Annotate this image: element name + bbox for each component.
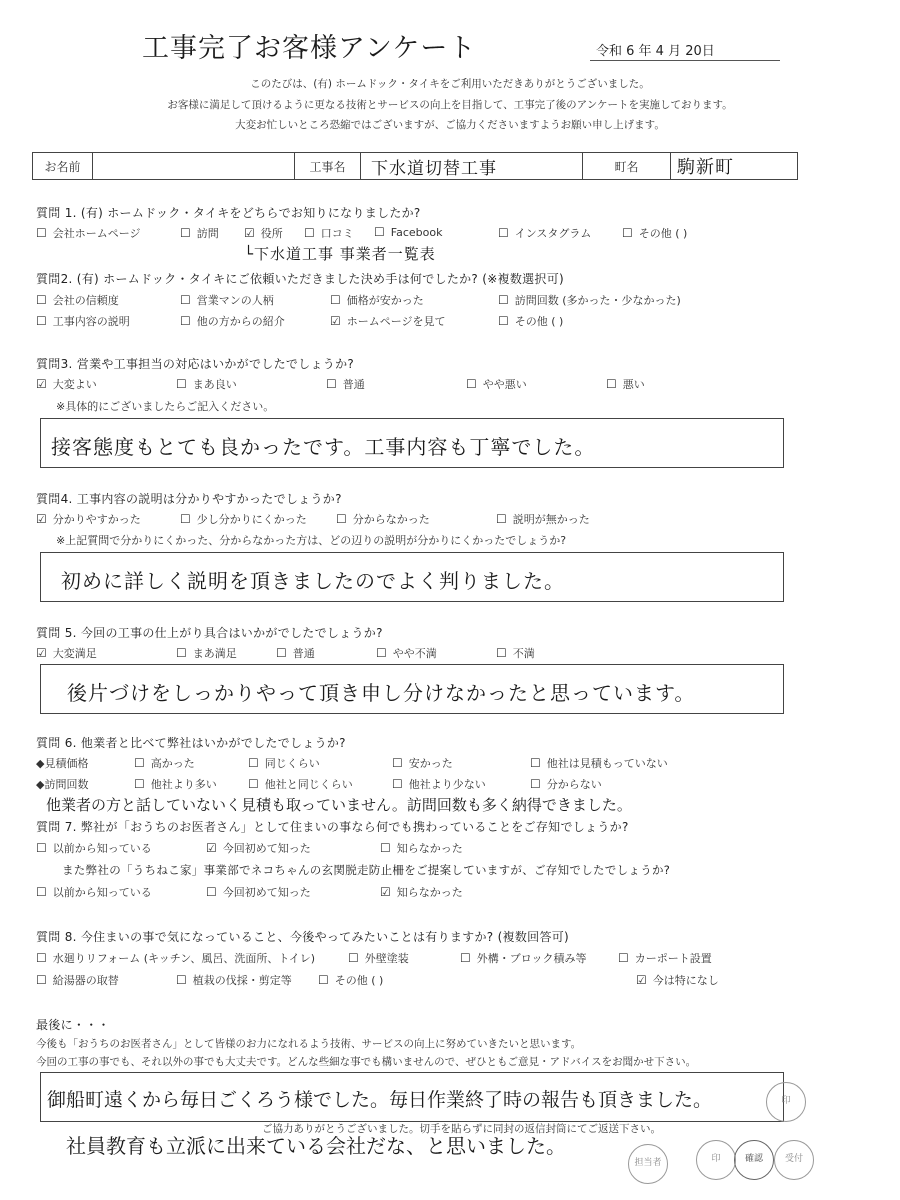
- name-field[interactable]: [93, 153, 295, 179]
- q1-option-visit[interactable]: ☐ 訪問: [180, 225, 219, 241]
- q8-option-plants[interactable]: ☐ 植栽の伐採・剪定等: [176, 972, 292, 988]
- q7b-option-did-not-know[interactable]: ☑ 知らなかった: [380, 884, 463, 900]
- q6-visits-option-more[interactable]: ☐ 他社より多い: [134, 776, 217, 792]
- q6-visits-option-same[interactable]: ☐ 他社と同じくらい: [248, 776, 353, 792]
- q5-option-normal[interactable]: ☐ 普通: [276, 645, 315, 661]
- q7-title: 質問 7. 弊社が「おうちのお医者さん」として住まいの事なら何でも携わっていることをご存知でしょうか?: [36, 820, 629, 834]
- q8-title: 質問 8. 今住まいの事で気になっていること、今後やってみたいことは有りますか? (複数回答可): [36, 930, 570, 944]
- q6-price-option-lower[interactable]: ☐ 安かった: [392, 755, 453, 771]
- q2-option-visits[interactable]: ☐ 訪問回数 (多かった・少なかった): [498, 292, 681, 308]
- q3-option-very-good[interactable]: ☑ 大変よい: [36, 376, 97, 392]
- name-label: お名前: [33, 153, 93, 179]
- q5-option-very-satisfied[interactable]: ☑ 大変満足: [36, 645, 97, 661]
- q2-option-website[interactable]: ☑ ホームページを見て: [330, 313, 446, 329]
- q8-option-nothing[interactable]: ☑ 今は特になし: [636, 972, 719, 988]
- stamp-2: 担当者: [628, 1144, 668, 1184]
- q2-option-salesperson[interactable]: ☐ 営業マンの人柄: [180, 292, 274, 308]
- q3-sub-prompt: ※具体的にございましたらご記入ください。: [56, 400, 275, 413]
- q7-option-did-not-know[interactable]: ☐ 知らなかった: [380, 840, 463, 856]
- stamp-1: 印: [766, 1082, 806, 1122]
- q6-price-option-none[interactable]: ☐ 他社は見積もっていない: [530, 755, 668, 771]
- date-underline: [590, 60, 780, 61]
- q8-option-carport[interactable]: ☐ カーポート設置: [618, 950, 712, 966]
- final-text-1: 今後も「おうちのお医者さん」として皆様のお力になれるよう技術、サービスの向上に努めていきたいと思います。: [36, 1038, 582, 1050]
- q4-option-a-bit-unclear[interactable]: ☐ 少し分かりにくかった: [180, 511, 307, 527]
- stamp-4: 確認: [734, 1140, 774, 1180]
- q1-option-facebook[interactable]: ☐ Facebook: [374, 225, 442, 239]
- q2-option-trust[interactable]: ☐ 会社の信頼度: [36, 292, 119, 308]
- date-field: [596, 40, 715, 59]
- q2-option-explanation[interactable]: ☐ 工事内容の説明: [36, 313, 130, 329]
- q4-answer: 初めに詳しく説明を頂きましたのでよく判りました。: [61, 569, 565, 593]
- work-label: 工事名: [295, 153, 361, 179]
- q7-option-knew[interactable]: ☐ 以前から知っている: [36, 840, 152, 856]
- final-title: 最後に・・・: [36, 1018, 110, 1032]
- q4-option-clear[interactable]: ☑ 分かりやすかった: [36, 511, 141, 527]
- final-printed-thanks: ご協力ありがとうございました。切手を貼らずに同封の返信封筒にてご返送下さい。: [262, 1123, 661, 1135]
- q5-title: 質問 5. 今回の工事の仕上がり具合はいかがでしたでしょうか?: [36, 626, 383, 640]
- q4-option-unclear[interactable]: ☐ 分からなかった: [336, 511, 430, 527]
- q3-option-bad[interactable]: ☐ 悪い: [606, 376, 645, 392]
- q5-option-satisfied[interactable]: ☐ まあ満足: [176, 645, 237, 661]
- q5-option-somewhat-unsatisfied[interactable]: ☐ やや不満: [376, 645, 437, 661]
- q7b-option-first-time[interactable]: ☐ 今回初めて知った: [206, 884, 311, 900]
- q5-answer: 後片づけをしっかりやって頂き申し分けなかったと思っています。: [67, 681, 696, 705]
- final-answer-box[interactable]: [40, 1072, 784, 1122]
- q8-option-water-heater[interactable]: ☐ 給湯器の取替: [36, 972, 119, 988]
- work-value[interactable]: 下水道切替工事: [361, 153, 583, 179]
- q4-title: 質問4. 工事内容の説明は分かりやすかったでしょうか?: [36, 492, 342, 506]
- q1-option-instagram[interactable]: ☐ インスタグラム: [498, 225, 591, 241]
- q6-price-option-higher[interactable]: ☐ 高かった: [134, 755, 195, 771]
- q3-title: 質問3. 営業や工事担当の対応はいかがでしたでしょうか?: [36, 357, 355, 371]
- q8-option-exterior-block[interactable]: ☐ 外構・ブロック積み等: [460, 950, 587, 966]
- q3-option-good[interactable]: ☐ まあ良い: [176, 376, 237, 392]
- intro-line-3: 大変お忙しいところ恐縮ではございますが、ご協力くださいますようお願い申し上げます。: [235, 119, 665, 131]
- q6-visits-option-fewer[interactable]: ☐ 他社より少ない: [392, 776, 486, 792]
- q1-option-word-of-mouth[interactable]: ☐ 口コミ: [304, 225, 354, 241]
- stamp-5: 受付: [774, 1140, 814, 1180]
- q5-option-unsatisfied[interactable]: ☐ 不満: [496, 645, 535, 661]
- q2-option-price[interactable]: ☐ 価格が安かった: [330, 292, 424, 308]
- q1-option-city-office[interactable]: ☑ 役所: [244, 225, 283, 241]
- q2-option-referral[interactable]: ☐ 他の方からの紹介: [180, 313, 285, 329]
- q6-price-option-same[interactable]: ☐ 同じくらい: [248, 755, 320, 771]
- q7-option-first-time[interactable]: ☑ 今回初めて知った: [206, 840, 311, 856]
- q7b-option-knew[interactable]: ☐ 以前から知っている: [36, 884, 152, 900]
- q3-option-somewhat-bad[interactable]: ☐ やや悪い: [466, 376, 527, 392]
- stamp-3: 印: [696, 1140, 736, 1180]
- q1-title: 質問 1. (有) ホームドック・タイキをどちらでお知りになりましたか?: [36, 206, 421, 220]
- info-box: [32, 152, 798, 180]
- q4-sub-prompt: ※上記質問で分かりにくかった、分からなかった方は、どの辺りの説明が分かりにくかったでしょうか?: [56, 534, 567, 547]
- q6-title: 質問 6. 他業者と比べて弊社はいかがでしたでしょうか?: [36, 736, 346, 750]
- final-answer-1: 御船町遠くから毎日ごくろう様でした。毎日作業終了時の報告も頂きました。: [47, 1089, 713, 1111]
- q3-answer: 接客態度もとても良かったです。工事内容も丁寧でした。: [51, 435, 596, 459]
- date-text: 令和 6 年 4 月 20日: [596, 44, 715, 59]
- q6-handwritten-answer: 他業者の方と話していないく見積も取っていません。訪問回数も多く納得できました。: [46, 796, 632, 814]
- q3-option-normal[interactable]: ☐ 普通: [326, 376, 365, 392]
- q1-option-other[interactable]: ☐ その他 ( ): [622, 225, 687, 241]
- town-value[interactable]: 駒新町: [677, 157, 734, 178]
- q2-title: 質問2. (有) ホームドック・タイキにご依頼いただきました決め手は何でしたか? (※複数選択可): [36, 272, 565, 286]
- page-title: 工事完了お客様アンケート: [142, 33, 477, 64]
- q1-handwritten-note: └下水道工事 事業者一覧表: [244, 245, 436, 263]
- intro-line-2: お客様に満足して頂けるように更なる技術とサービスの向上を目指して、工事完了後のアンケートを実施しております。: [167, 99, 733, 111]
- q4-option-no-explanation[interactable]: ☐ 説明が無かった: [496, 511, 590, 527]
- q6-price-label: ◆見積価格: [36, 757, 89, 770]
- q6-visits-option-unknown[interactable]: ☐ 分からない: [530, 776, 602, 792]
- intro-line-1: このたびは、(有) ホームドック・タイキをご利用いただきありがとうございました。: [250, 78, 650, 90]
- q7-title-2: また弊社の「うちねこ家」事業部でネコちゃんの玄関脱走防止柵をご提案していますが、ご存知でしたでしょうか?: [62, 863, 671, 877]
- final-text-2: 今回の工事の事でも、それ以外の事でも大丈夫です。どんな些細な事でも構いませんので、ぜひともご意見・アドバイスをお聞かせ下さい。: [36, 1056, 697, 1068]
- q8-option-exterior-paint[interactable]: ☐ 外壁塗装: [348, 950, 409, 966]
- final-answer-2: 社員教育も立派に出来ている会社だな、と思いました。: [66, 1134, 566, 1158]
- q5-answer-box[interactable]: [40, 664, 784, 714]
- q3-answer-box[interactable]: [40, 418, 784, 468]
- q4-answer-box[interactable]: [40, 552, 784, 602]
- q8-option-water[interactable]: ☐ 水廻りリフォーム (キッチン、風呂、洗面所、トイレ): [36, 950, 315, 966]
- q1-option-homepage[interactable]: ☐ 会社ホームページ: [36, 225, 141, 241]
- q6-visits-label: ◆訪問回数: [36, 778, 89, 791]
- q2-option-other[interactable]: ☐ その他 ( ): [498, 313, 563, 329]
- town-label: 町名: [583, 153, 671, 179]
- q8-option-other[interactable]: ☐ その他 ( ): [318, 972, 383, 988]
